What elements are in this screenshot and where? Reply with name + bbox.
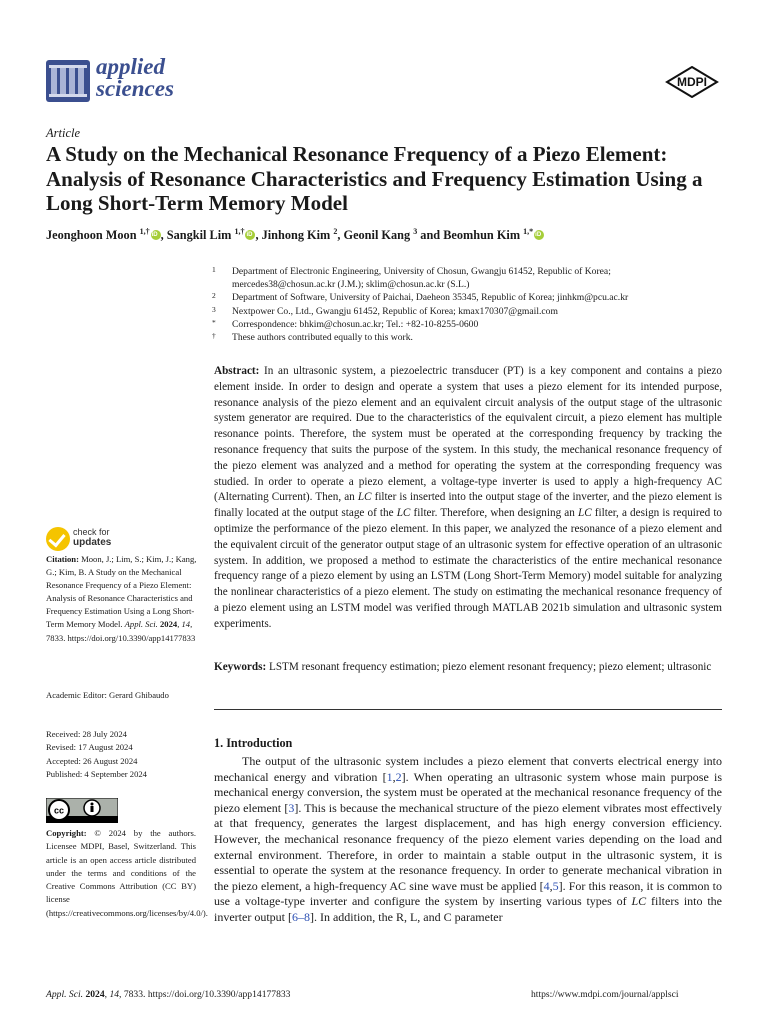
author-name[interactable]: Beomhun Kim $^{1,*}$ — [443, 227, 534, 243]
affiliation-mark: † — [212, 331, 216, 341]
footer-journal-url[interactable]: https://www.mdpi.com/journal/applsci — [531, 989, 679, 1000]
orcid-icon[interactable] — [151, 230, 161, 240]
affiliation-text: mercedes38@chosun.ac.kr (J.M.); sklim@chosun.ac.kr (S.L.) — [232, 279, 470, 291]
date-published: Published: 4 September 2024 — [46, 769, 147, 780]
affiliation-mark: * — [212, 317, 216, 327]
citation-link[interactable]: 4 — [543, 878, 550, 893]
check-updates-icon — [46, 527, 70, 551]
publication-dates — [46, 728, 198, 782]
article-type: Article — [46, 126, 81, 140]
affiliation-row — [212, 278, 732, 291]
affiliations — [212, 265, 732, 344]
date-revised: Revised: 17 August 2024 — [46, 742, 133, 753]
affiliation-mark: 1 — [212, 265, 216, 274]
author-name[interactable]: Sangkil Lim $^{1,\dagger}$ — [166, 227, 245, 243]
author-name[interactable]: Jinhong Kim $^2$ — [261, 227, 338, 243]
date-received: Received: 28 July 2024 — [46, 729, 127, 739]
abstract-label: Abstract: — [214, 365, 260, 377]
article-title: A Study on the Mechanical Resonance Frequency of a Piezo Element: Analysis of Resonance Characteristics and Frequency Estimation Using a Long Short-Term Memory Model — [46, 142, 703, 215]
abstract: Abstract: In an ultrasonic system, a piezoelectric transducer (PT) is a key component and contains a piezo element inside. In order to design and operate a system that uses a piezo element for its intended purpose, resonance analysis of the piezo element and an equivalent circuit analysis of the output stage of the ultrasonic system generator are required. Due to the characteristics of the equivalent circuit, a piezo element has multiple resonance points. Therefore, the system must be operated at the corresponding frequency by tracking the resonance frequency that suits the purpose of the system. In this study, the mechanical resonance frequency of the piezo element was analyzed and a method for operating the system at the corresponding frequency was studied. In order to operate a piezo element, a voltage-type inverter is used to apply a high-frequency AC (Alternating Current). Then, an LC filter is inserted into the output stage of the inverter, and the piezo element is finally located at the output stage of the LC filter. Therefore, when designing an LC filter, a design is required to optimize the performance of the piezo element. In this paper, we analyzed the resonance of a piezo element and the equivalent circuit of the generator output stage of an ultrasonic system for effective operation of an ultrasonic system. In addition, we proposed a method to estimate the characteristics of the entire mechanical resonance frequency range of a piezo element by using an LSTM (Long Short-Term Memory) model suitable for analyzing the nonlinear characteristics of a piezo element. The study on estimating the mechanical resonance frequency of a piezo element using an LSTM model was verified through MATLAB 2021b simulation and ultrasonic system experiments. — [214, 365, 723, 630]
affiliation-row — [212, 305, 732, 318]
cc-by-license-icon[interactable] — [46, 798, 118, 823]
affiliation-text: These authors contributed equally to this work. — [232, 332, 413, 344]
orcid-icon[interactable] — [245, 230, 255, 240]
keywords-text: LSTM resonant frequency estimation; piezo element resonant frequency; piezo element; ultrasonic — [269, 661, 712, 673]
svg-text:cc: cc — [53, 805, 65, 816]
citation-link[interactable]: 5 — [552, 878, 559, 893]
journal-logo-icon — [46, 60, 90, 102]
date-accepted: Accepted: 26 August 2024 — [46, 755, 138, 766]
journal-name-line1: applied — [96, 54, 165, 79]
orcid-icon[interactable] — [534, 230, 544, 240]
citation-link[interactable]: 6–8 — [291, 909, 310, 924]
affiliation-row — [212, 291, 732, 304]
author-list: Jeonghoon Moon $^{1,\dagger}$iD , Sangkil Lim $^{1,\dagger}$iD , Jinhong Kim $^2$, Geonil Kang $^3$ and Beomhun Kim $^{1,*}$iD — [46, 227, 726, 243]
affiliation-text: Department of Electronic Engineering, University of Chosun, Gwangju 61452, Republic of Korea; — [232, 266, 611, 277]
keywords — [214, 660, 722, 676]
copyright-notice: Copyright: © 2024 by the authors. Licensee MDPI, Basel, Switzerland. This article is an open access article distributed under the terms and conditions of the Creative Commons Attribution (CC BY) license (https://creativecommons.org/licenses/by/4.0/). — [46, 828, 208, 918]
affiliation-text: Department of Software, University of Paichai, Daeheon 35345, Republic of Korea; jinhkm@pcu.ac.kr — [232, 292, 629, 304]
affiliation-row — [212, 331, 732, 344]
author-name[interactable]: Jeonghoon Moon $^{1,\dagger}$ — [46, 227, 150, 243]
section-divider — [214, 709, 722, 710]
keywords-label: Keywords: — [214, 661, 267, 673]
academic-editor: Academic Editor: Gerard Ghibaudo — [46, 690, 169, 700]
journal-name-line2: sciences — [96, 76, 174, 101]
citation-block: Citation: Moon, J.; Lim, S.; Kim, J.; Kang, G.; Kim, B. A Study on the Mechanical Resonance Frequency of a Piezo Element: Analysis of Resonance Characteristics and Frequency Estimation Using a Long Short-Term Memory Model. Appl. Sci. 2024, 14, 7833. https://doi.org/10.3390/app14177833 — [46, 554, 197, 643]
check-updates-label: check for — [73, 527, 110, 537]
affiliation-row — [212, 318, 732, 331]
section-heading: 1. Introduction — [214, 736, 293, 750]
affiliation-text: Nextpower Co., Ltd., Gwangju 61452, Republic of Korea; kmax170307@gmail.com — [232, 305, 558, 317]
mdpi-logo-icon — [665, 66, 719, 98]
mdpi-logo-text: MDPI — [677, 75, 707, 89]
citation-link[interactable]: 3 — [288, 800, 295, 815]
affiliation-row — [212, 265, 732, 278]
affiliation-text: Correspondence: bhkim@chosun.ac.kr; Tel.: +82-10-8255-0600 — [232, 318, 479, 330]
citation-link[interactable]: 2 — [395, 769, 402, 784]
citation-link[interactable]: 1 — [386, 769, 393, 784]
author-name[interactable]: Geonil Kang $^3$ — [343, 227, 418, 243]
intro-paragraph: The output of the ultrasonic system includes a piezo element that converts electrical energy into mechanical energy and vibration [1,2]. When operating an ultrasonic system whose main purpose is mechanical energy conversion, the system must be operated at the mechanical resonance frequency of the piezo element [3]. This is because the mechanical structure of the piezo element vibrates most effectively at that frequency, generates the largest displacement, and has high energy conversion efficiency. However, the mechanical resonance frequency of the piezo element varies depending on the load and external environment. Therefore, in order to maintain a stable output in the ultrasonic system, it is essential to operate the system at the resonance frequency. In order to generate mechanical vibration in the piezo element, a high-frequency AC sine wave must be applied [4,5]. For this reason, it is common to use a voltage-type inverter and configure the system by inserting various types of LC filters into the inverter output [6–8]. In addition, the R, L, and C parameter — [214, 754, 722, 924]
journal-name — [96, 56, 174, 100]
affiliation-mark: 3 — [212, 304, 216, 314]
check-updates-label-bold: updates — [73, 537, 112, 548]
affiliation-mark: 2 — [212, 291, 216, 301]
footer-citation: Appl. Sci. 2024, 14, 7833. https://doi.org/10.3390/app14177833 — [46, 989, 291, 1000]
